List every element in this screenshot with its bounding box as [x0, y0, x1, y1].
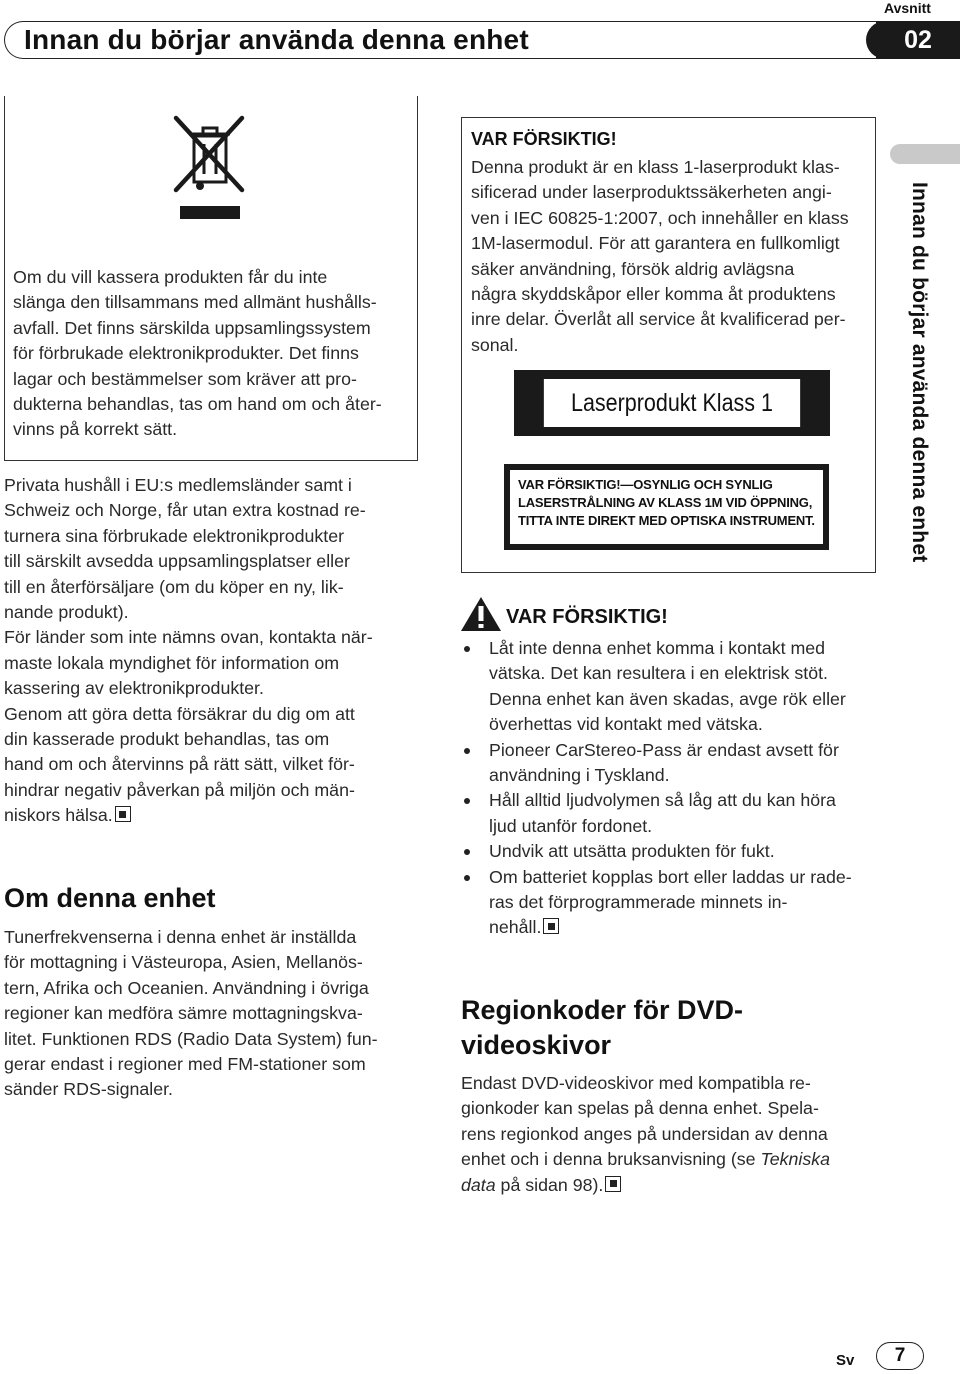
text-line: Om batteriet kopplas bort eller laddas ur rade- — [489, 866, 852, 887]
region-text — [461, 1071, 881, 1198]
text-line: dukterna behandlas, tas om hand om och åter- — [13, 394, 382, 415]
text-line: VAR FÖRSIKTIG!—OSYNLIG OCH SYNLIG — [518, 477, 773, 492]
text-line: sänder RDS-signaler. — [4, 1079, 173, 1100]
text-line: kassering av elektronikprodukter. — [4, 678, 264, 699]
text-line: lagar och bestämmelser som kräver att pro- — [13, 368, 357, 389]
caution-box-text — [471, 155, 871, 358]
text-span: enhet och i denna bruksanvisning (se — [461, 1149, 761, 1170]
side-tab-title: Innan du börjar använda denna enhet — [908, 182, 931, 563]
text-line: slänga den tillsammans med allmänt hushålls- — [13, 292, 377, 313]
text-line: Endast DVD-videoskivor med kompatibla re- — [461, 1073, 811, 1093]
text-span: niskors hälsa. — [4, 805, 113, 826]
text-line: Schweiz och Norge, får utan extra kostnad re- — [4, 500, 366, 521]
text-line: Tunerfrekvenserna i denna enhet är inställda — [4, 927, 357, 947]
about-text — [4, 925, 424, 1103]
text-span: nehåll. — [489, 917, 542, 938]
text-line: användning i Tyskland. — [489, 765, 670, 786]
text-line: vätska. Det kan resultera i en elektrisk stöt. — [489, 663, 828, 684]
text-line — [461, 1147, 881, 1172]
text-line: maste lokala myndighet för information om — [4, 652, 340, 673]
crossed-bin-icon — [172, 114, 248, 222]
text-line: nande produkt). — [4, 602, 129, 623]
text-line: vinns på korrekt sätt. — [13, 419, 178, 440]
text-line: till en återförsäljare (om du köper en ny, lik- — [4, 576, 344, 597]
text-line: till särskilt avsedda uppsamlingsplatser eller — [4, 551, 350, 572]
text-line: sonal. — [471, 334, 519, 355]
eu-disposal-text — [4, 473, 424, 829]
text-line: ven i IEC 60825-1:2007, och innehåller en klass — [471, 207, 849, 228]
text-line: överhettas vid kontakt med vätska. — [489, 714, 763, 735]
caution-heading: VAR FÖRSIKTIG! — [506, 606, 668, 628]
text-line: för mottagning i Västeuropa, Asien, Mellanös- — [4, 952, 363, 973]
text-line: ras det förprogrammerade minnets in- — [489, 892, 788, 913]
text-line: Låt inte denna enhet komma i kontakt med — [489, 638, 826, 658]
caution-box-title: VAR FÖRSIKTIG! — [471, 129, 617, 149]
region-heading — [461, 993, 743, 1063]
text-line: För länder som inte nämns ovan, kontakta när- — [4, 627, 373, 648]
heading-line: videoskivor — [461, 1030, 612, 1060]
end-mark-icon — [543, 918, 559, 934]
side-tab-bar — [890, 144, 960, 164]
text-line: Håll alltid ljudvolymen så låg att du kan höra — [489, 790, 836, 811]
recycling-text — [13, 265, 413, 443]
text-line: säker användning, försök aldrig avlägsna — [471, 258, 795, 279]
laser-class-label-text: Laserprodukt Klass 1 — [544, 379, 800, 427]
footer-language: Sv — [836, 1352, 855, 1369]
end-mark-icon — [605, 1176, 621, 1192]
end-mark-icon — [115, 806, 131, 822]
text-line: Undvik att utsätta produkten för fukt. — [489, 841, 775, 862]
reference-link: data — [461, 1174, 496, 1195]
text-line: gerar endast i regioner med FM-stationer som — [4, 1054, 366, 1075]
text-line: inre delar. Överlåt all service åt kvalificerad per- — [471, 309, 846, 330]
text-line: litet. Funktionen RDS (Radio Data System) fun- — [4, 1028, 378, 1049]
section-label: Avsnitt — [884, 0, 931, 16]
text-line: 1M-lasermodul. För att garantera en fullkomligt — [471, 233, 840, 254]
heading-line: Regionkoder för DVD- — [461, 995, 744, 1025]
warning-triangle-icon — [460, 596, 502, 632]
text-line: Genom att göra detta försäkrar du dig om att — [4, 703, 355, 724]
reference-link: Tekniska — [760, 1149, 831, 1170]
footer-page-number: 7 — [876, 1342, 924, 1370]
text-line: gionkoder kan spelas på denna enhet. Spela- — [461, 1098, 819, 1119]
page-title: Innan du börjar använda denna enhet — [24, 24, 529, 55]
text-line: Pioneer CarStereo-Pass är endast avsett för — [489, 739, 839, 760]
caution-bullets — [461, 636, 881, 941]
text-line: några skyddskåpor eller komma åt produktens — [471, 284, 836, 305]
text-line — [4, 803, 424, 828]
section-number: 02 — [876, 21, 960, 59]
list-item — [461, 865, 881, 941]
text-line — [489, 915, 881, 940]
text-line: regioner kan medföra sämre mottagningskva- — [4, 1003, 363, 1024]
text-line: tern, Afrika och Oceanien. Användning i övriga — [4, 977, 369, 998]
text-line: Denna produkt är en klass 1-laserprodukt klas- — [471, 157, 840, 177]
text-line: Om du vill kassera produkten får du inte — [13, 267, 328, 287]
list-item — [461, 738, 881, 789]
text-line: avfall. Det finns särskilda uppsamlingssystem — [13, 317, 371, 338]
text-line: Privata hushåll i EU:s medlemsländer samt i — [4, 475, 352, 495]
text-line: TITTA INTE DIREKT MED OPTISKA INSTRUMENT. — [518, 513, 815, 528]
text-line: turnera sina förbrukade elektronikprodukter — [4, 525, 345, 546]
text-line: hand om och återvinns på rätt sätt, vilket för- — [4, 754, 355, 775]
text-line: för förbrukade elektronikprodukter. Det finns — [13, 343, 359, 364]
text-span: på sidan 98). — [495, 1174, 604, 1195]
text-line: rens regionkod anges på undersidan av denna — [461, 1123, 828, 1144]
text-line: LASERSTRÅLNING AV KLASS 1M VID ÖPPNING, — [518, 495, 813, 510]
laser-warning-label-text — [510, 470, 823, 544]
text-line: sificerad under laserproduktssäkerheten angi- — [471, 182, 832, 203]
text-line — [461, 1173, 881, 1198]
text-line: Denna enhet kan även skadas, avge rök eller — [489, 688, 846, 709]
bullet-list — [461, 636, 881, 941]
about-heading: Om denna enhet — [4, 883, 216, 913]
list-item — [461, 636, 881, 738]
list-item — [461, 788, 881, 839]
text-line: ljud utanför fordonet. — [489, 815, 653, 836]
list-item — [461, 839, 881, 864]
text-line: hindrar negativ påverkan på miljön och män- — [4, 779, 355, 800]
text-line: din kasserade produkt behandlas, tas om — [4, 729, 330, 750]
